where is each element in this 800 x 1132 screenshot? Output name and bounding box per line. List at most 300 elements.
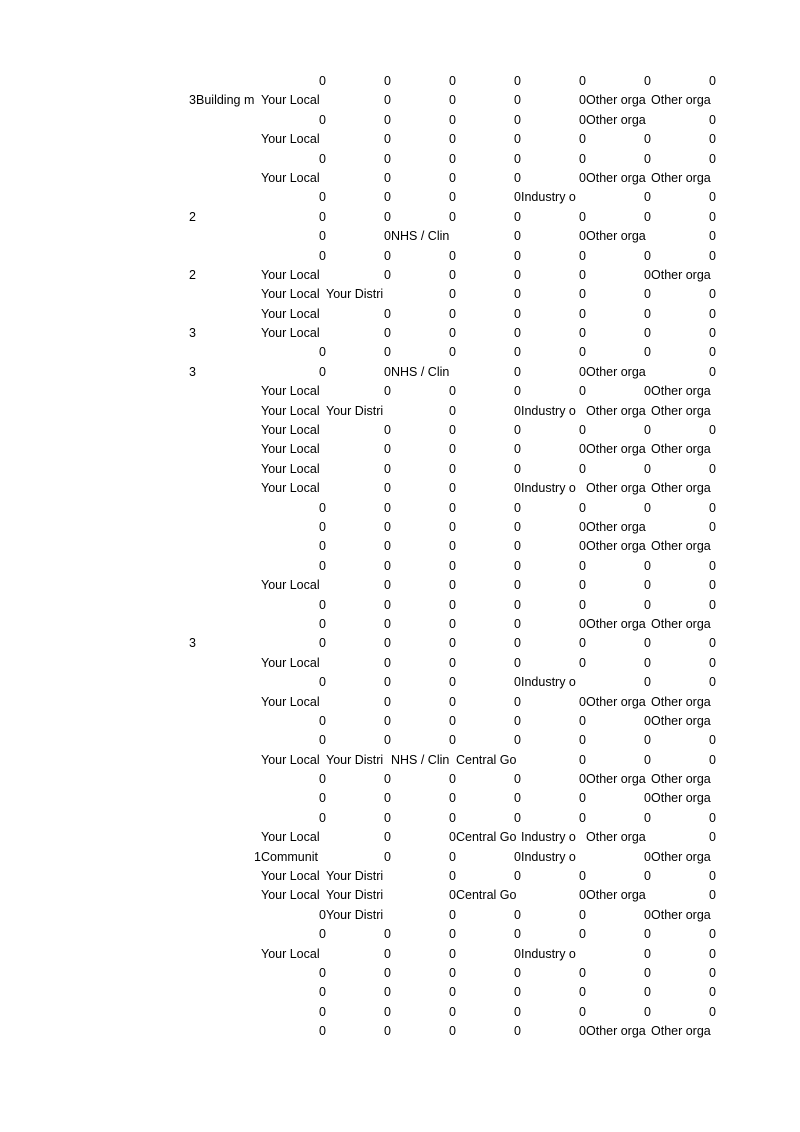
table-cell: 0 <box>384 248 391 263</box>
table-cell: 0 <box>514 93 521 108</box>
table-cell: Other orga <box>586 364 646 379</box>
table-cell: Your Local <box>261 888 320 903</box>
table-cell: 0 <box>709 752 716 767</box>
table-cell: Industry o <box>521 675 576 690</box>
table-cell: 0 <box>319 1004 326 1019</box>
table-cell: Your Local <box>261 326 320 341</box>
table-cell: Other orga <box>586 888 646 903</box>
table-cell: 0 <box>384 74 391 88</box>
table-row <box>0 227 800 246</box>
table-cell: 0 <box>644 946 651 961</box>
table-row <box>0 964 800 983</box>
table-cell: 0 <box>384 500 391 515</box>
table-cell: Other orga <box>651 93 711 108</box>
table-cell: 0 <box>384 209 391 224</box>
table-cell: 0 <box>644 675 651 690</box>
table-cell: Your Distri <box>326 888 384 903</box>
table-row <box>0 925 800 944</box>
table-cell: 0 <box>644 578 651 593</box>
table-row <box>0 421 800 440</box>
table-cell: 0 <box>319 229 326 244</box>
table-cell: 0 <box>514 423 521 438</box>
table-cell: 0 <box>644 151 651 166</box>
table-row <box>0 828 800 847</box>
table-cell: 0 <box>449 93 456 108</box>
table-cell: 0 <box>644 927 651 942</box>
table-cell: 0 <box>579 694 586 709</box>
table-cell: Your Local <box>261 442 320 457</box>
table-cell: 0 <box>709 209 716 224</box>
table-cell: 0 <box>384 616 391 631</box>
table-row <box>0 208 800 227</box>
table-cell: 0 <box>319 597 326 612</box>
table-cell: 0 <box>709 306 716 321</box>
table-cell: 0 <box>579 1004 586 1019</box>
table-cell: 0 <box>579 558 586 573</box>
table-cell: 0 <box>579 597 586 612</box>
table-cell: 0 <box>644 907 651 922</box>
table-row <box>0 945 800 964</box>
table-cell: 0 <box>579 519 586 534</box>
table-cell: 0 <box>319 965 326 980</box>
table-cell: 3 <box>189 326 196 341</box>
table-row <box>0 440 800 459</box>
table-cell: 0 <box>319 810 326 825</box>
table-cell: 0 <box>449 946 456 961</box>
spreadsheet-page <box>0 72 800 1042</box>
table-cell: Your Local <box>261 946 320 961</box>
table-cell: 0 <box>709 229 716 244</box>
table-cell: 0 <box>319 364 326 379</box>
table-cell: 0 <box>514 132 521 147</box>
table-cell: 0 <box>514 791 521 806</box>
table-cell: 0 <box>449 209 456 224</box>
table-cell: 0 <box>449 500 456 515</box>
table-cell: 0 <box>449 384 456 399</box>
table-cell: Other orga <box>651 849 711 864</box>
table-cell: 0 <box>319 927 326 942</box>
table-cell: 0 <box>709 500 716 515</box>
table-cell: Industry o <box>521 403 576 418</box>
table-cell: 0 <box>449 1024 456 1039</box>
table-row <box>0 751 800 770</box>
table-cell: 0 <box>579 306 586 321</box>
table-cell: 0 <box>709 578 716 593</box>
table-cell: 0 <box>514 558 521 573</box>
table-cell: 0 <box>514 403 521 418</box>
table-row <box>0 111 800 130</box>
table-cell: 0 <box>579 869 586 884</box>
table-cell: 0 <box>579 364 586 379</box>
table-cell: 0 <box>514 1024 521 1039</box>
table-cell: 0 <box>644 733 651 748</box>
table-row <box>0 188 800 207</box>
table-cell: 0 <box>644 345 651 360</box>
table-row <box>0 169 800 188</box>
table-cell: Your Local <box>261 461 320 476</box>
table-cell: 0 <box>579 93 586 108</box>
table-cell: 0 <box>579 442 586 457</box>
table-cell: 0 <box>644 500 651 515</box>
table-cell: 0 <box>514 539 521 554</box>
table-cell: Industry o <box>521 481 576 496</box>
table-row <box>0 654 800 673</box>
table-cell: 0 <box>579 791 586 806</box>
table-cell: 0 <box>514 209 521 224</box>
table-cell: 0 <box>514 267 521 282</box>
table-cell: 0 <box>449 849 456 864</box>
table-cell: Other orga <box>651 772 711 787</box>
table-cell: 0 <box>514 151 521 166</box>
table-cell: 0 <box>514 597 521 612</box>
table-cell: 0 <box>644 248 651 263</box>
table-cell: 0 <box>384 927 391 942</box>
table-cell: 0 <box>514 849 521 864</box>
table-cell: Other orga <box>651 539 711 554</box>
table-cell: 0 <box>449 616 456 631</box>
table-cell: 0 <box>384 772 391 787</box>
table-cell: 0 <box>449 985 456 1000</box>
table-cell: 0 <box>384 597 391 612</box>
table-cell: 0 <box>579 907 586 922</box>
table-cell: 0 <box>709 112 716 127</box>
table-cell: Your Local <box>261 403 320 418</box>
table-cell: 0 <box>449 267 456 282</box>
table-row <box>0 343 800 362</box>
table-cell: NHS / Clin <box>391 752 450 767</box>
table-cell: Your Distri <box>326 403 384 418</box>
table-cell: Industry o <box>521 830 576 845</box>
table-cell: Building m <box>196 93 255 108</box>
table-cell: 0 <box>579 1024 586 1039</box>
table-cell: 0 <box>384 326 391 341</box>
table-cell: 0 <box>319 248 326 263</box>
table-cell: 0 <box>579 985 586 1000</box>
table-cell: Other orga <box>651 713 711 728</box>
table-cell: Other orga <box>586 830 646 845</box>
table-cell: 0 <box>449 190 456 205</box>
table-cell: 0 <box>319 190 326 205</box>
table-cell: 0 <box>579 636 586 651</box>
table-cell: 0 <box>579 112 586 127</box>
table-cell: 3 <box>189 636 196 651</box>
table-cell: Other orga <box>586 403 646 418</box>
table-cell: 0 <box>579 170 586 185</box>
table-cell: 0 <box>644 461 651 476</box>
table-cell: 0 <box>384 1024 391 1039</box>
table-cell: 0 <box>514 965 521 980</box>
table-cell: 0 <box>579 248 586 263</box>
table-cell: 0 <box>709 1004 716 1019</box>
table-cell: 0 <box>384 132 391 147</box>
table-cell: 0 <box>644 209 651 224</box>
table-cell: 0 <box>644 1004 651 1019</box>
table-cell: 0 <box>709 655 716 670</box>
table-cell: 0 <box>384 694 391 709</box>
table-cell: 0 <box>709 190 716 205</box>
table-cell: 0 <box>514 500 521 515</box>
table-cell: Your Local <box>261 267 320 282</box>
table-cell: Your Distri <box>326 907 384 922</box>
table-cell: 0 <box>449 713 456 728</box>
table-cell: 0 <box>514 229 521 244</box>
table-cell: 0 <box>579 578 586 593</box>
table-cell: Other orga <box>651 907 711 922</box>
table-cell: Other orga <box>651 694 711 709</box>
table-cell: 0 <box>709 132 716 147</box>
table-cell: 0 <box>449 578 456 593</box>
table-row <box>0 596 800 615</box>
table-cell: 0 <box>514 946 521 961</box>
table-cell: 0 <box>449 869 456 884</box>
table-cell: 0 <box>449 830 456 845</box>
table-cell: 0 <box>709 461 716 476</box>
table-cell: 0 <box>514 326 521 341</box>
table-row <box>0 809 800 828</box>
table-cell: 0 <box>319 151 326 166</box>
table-cell: 0 <box>319 345 326 360</box>
table-cell: 0 <box>514 985 521 1000</box>
table-cell: 0 <box>579 752 586 767</box>
table-row <box>0 324 800 343</box>
table-cell: 0 <box>449 694 456 709</box>
table-cell: 0 <box>579 132 586 147</box>
table-cell: 0 <box>319 209 326 224</box>
table-cell: 0 <box>579 500 586 515</box>
table-cell: 0 <box>449 888 456 903</box>
table-cell: 1 <box>254 849 261 864</box>
table-cell: 0 <box>709 364 716 379</box>
table-cell: 0 <box>449 597 456 612</box>
table-row <box>0 479 800 498</box>
table-cell: NHS / Clin <box>391 229 450 244</box>
table-cell: 0 <box>319 733 326 748</box>
table-row <box>0 906 800 925</box>
table-cell: 0 <box>319 519 326 534</box>
table-row <box>0 150 800 169</box>
table-row <box>0 848 800 867</box>
table-cell: Other orga <box>586 229 646 244</box>
table-cell: Your Local <box>261 830 320 845</box>
table-cell: 0 <box>384 713 391 728</box>
table-cell: 0 <box>644 558 651 573</box>
table-cell: Your Local <box>261 287 320 302</box>
table-cell: 0 <box>384 229 391 244</box>
table-row <box>0 886 800 905</box>
table-row <box>0 789 800 808</box>
table-cell: 0 <box>709 248 716 263</box>
table-cell: 3 <box>189 364 196 379</box>
table-cell: 0 <box>644 636 651 651</box>
table-cell: Your Local <box>261 655 320 670</box>
table-cell: 0 <box>579 539 586 554</box>
table-row <box>0 305 800 324</box>
table-cell: 0 <box>449 965 456 980</box>
table-cell: 0 <box>514 306 521 321</box>
table-cell: Other orga <box>586 112 646 127</box>
table-cell: Your Local <box>261 384 320 399</box>
table-cell: 0 <box>514 112 521 127</box>
table-cell: Other orga <box>651 481 711 496</box>
table-cell: 0 <box>579 810 586 825</box>
table-cell: 0 <box>449 1004 456 1019</box>
table-cell: 0 <box>709 326 716 341</box>
table-cell: 0 <box>514 772 521 787</box>
table-cell: Other orga <box>586 519 646 534</box>
table-cell: 0 <box>449 810 456 825</box>
table-cell: 0 <box>514 442 521 457</box>
table-cell: 0 <box>514 636 521 651</box>
table-cell: 0 <box>709 74 716 88</box>
table-cell: 0 <box>644 849 651 864</box>
table-cell: 0 <box>644 326 651 341</box>
table-cell: 0 <box>579 267 586 282</box>
table-cell: 0 <box>709 965 716 980</box>
table-cell: 0 <box>384 849 391 864</box>
table-cell: 0 <box>514 384 521 399</box>
table-cell: 0 <box>579 209 586 224</box>
table-cell: 0 <box>514 694 521 709</box>
table-cell: 0 <box>579 772 586 787</box>
table-cell: 0 <box>319 791 326 806</box>
table-cell: 0 <box>579 965 586 980</box>
table-cell: 0 <box>644 713 651 728</box>
table-cell: Your Local <box>261 869 320 884</box>
table-cell: 0 <box>579 616 586 631</box>
table-cell: 0 <box>449 461 456 476</box>
table-cell: 0 <box>384 442 391 457</box>
table-cell: 0 <box>709 345 716 360</box>
table-cell: 0 <box>644 384 651 399</box>
table-cell: 0 <box>709 558 716 573</box>
table-cell: 0 <box>514 481 521 496</box>
table-cell: Industry o <box>521 190 576 205</box>
table-cell: 0 <box>384 112 391 127</box>
table-row <box>0 460 800 479</box>
table-cell: Central Go <box>456 830 517 845</box>
table-cell: 0 <box>319 713 326 728</box>
table-cell: 0 <box>449 907 456 922</box>
table-cell: Other orga <box>651 1024 711 1039</box>
table-cell: Your Distri <box>326 287 384 302</box>
table-cell: Other orga <box>586 93 646 108</box>
table-cell: Other orga <box>651 403 711 418</box>
table-row <box>0 615 800 634</box>
table-cell: 0 <box>384 578 391 593</box>
table-cell: 0 <box>449 306 456 321</box>
table-row <box>0 770 800 789</box>
table-row <box>0 285 800 304</box>
table-cell: 0 <box>579 151 586 166</box>
table-cell: 0 <box>579 655 586 670</box>
table-cell: 0 <box>384 810 391 825</box>
table-cell: 0 <box>644 132 651 147</box>
table-cell: 2 <box>189 267 196 282</box>
table-cell: 0 <box>449 170 456 185</box>
table-cell: 0 <box>644 869 651 884</box>
table-cell: 0 <box>579 287 586 302</box>
table-cell: Other orga <box>586 616 646 631</box>
table-cell: 0 <box>384 946 391 961</box>
table-cell: 0 <box>449 558 456 573</box>
table-cell: 0 <box>384 655 391 670</box>
table-cell: 0 <box>319 500 326 515</box>
table-cell: 0 <box>579 74 586 88</box>
table-cell: Your Distri <box>326 752 384 767</box>
table-cell: 0 <box>319 74 326 88</box>
table-cell: 0 <box>449 927 456 942</box>
table-row <box>0 1022 800 1041</box>
table-cell: Other orga <box>586 481 646 496</box>
table-cell: 0 <box>514 927 521 942</box>
table-cell: 0 <box>449 791 456 806</box>
table-cell: 0 <box>319 112 326 127</box>
table-cell: 0 <box>709 830 716 845</box>
table-cell: 0 <box>319 772 326 787</box>
table-cell: 0 <box>514 907 521 922</box>
table-row <box>0 983 800 1002</box>
table-cell: Other orga <box>586 694 646 709</box>
table-cell: Your Local <box>261 752 320 767</box>
table-cell: Your Local <box>261 170 320 185</box>
table-cell: 0 <box>644 597 651 612</box>
table-cell: Your Distri <box>326 869 384 884</box>
table-cell: 0 <box>514 869 521 884</box>
table-cell: 0 <box>514 655 521 670</box>
table-cell: 0 <box>449 326 456 341</box>
table-cell: 0 <box>514 74 521 88</box>
table-cell: 0 <box>384 830 391 845</box>
table-cell: 0 <box>319 636 326 651</box>
table-cell: 0 <box>644 791 651 806</box>
table-cell: Industry o <box>521 946 576 961</box>
table-cell: 0 <box>449 655 456 670</box>
table-cell: Communit <box>261 849 318 864</box>
table-cell: Other orga <box>586 772 646 787</box>
table-cell: 0 <box>384 636 391 651</box>
table-cell: 0 <box>449 442 456 457</box>
table-cell: 0 <box>579 927 586 942</box>
table-cell: 0 <box>644 74 651 88</box>
table-cell: 0 <box>709 636 716 651</box>
table-cell: 0 <box>384 364 391 379</box>
table-row <box>0 731 800 750</box>
table-cell: Your Local <box>261 132 320 147</box>
table-cell: 0 <box>384 481 391 496</box>
table-cell: 0 <box>709 597 716 612</box>
table-row <box>0 499 800 518</box>
table-cell: 0 <box>644 752 651 767</box>
table-cell: 0 <box>644 423 651 438</box>
table-cell: 0 <box>514 190 521 205</box>
table-cell: 0 <box>709 423 716 438</box>
table-cell: 0 <box>709 675 716 690</box>
table-row <box>0 634 800 653</box>
table-cell: 0 <box>514 519 521 534</box>
table-cell: 0 <box>449 248 456 263</box>
table-cell: 0 <box>709 287 716 302</box>
table-row <box>0 91 800 110</box>
table-cell: 3 <box>189 93 196 108</box>
table-cell: 0 <box>319 675 326 690</box>
table-cell: 0 <box>579 461 586 476</box>
table-cell: 0 <box>384 1004 391 1019</box>
table-cell: 0 <box>384 461 391 476</box>
table-cell: 0 <box>384 170 391 185</box>
table-cell: 0 <box>579 229 586 244</box>
table-cell: 0 <box>579 888 586 903</box>
table-row <box>0 1003 800 1022</box>
